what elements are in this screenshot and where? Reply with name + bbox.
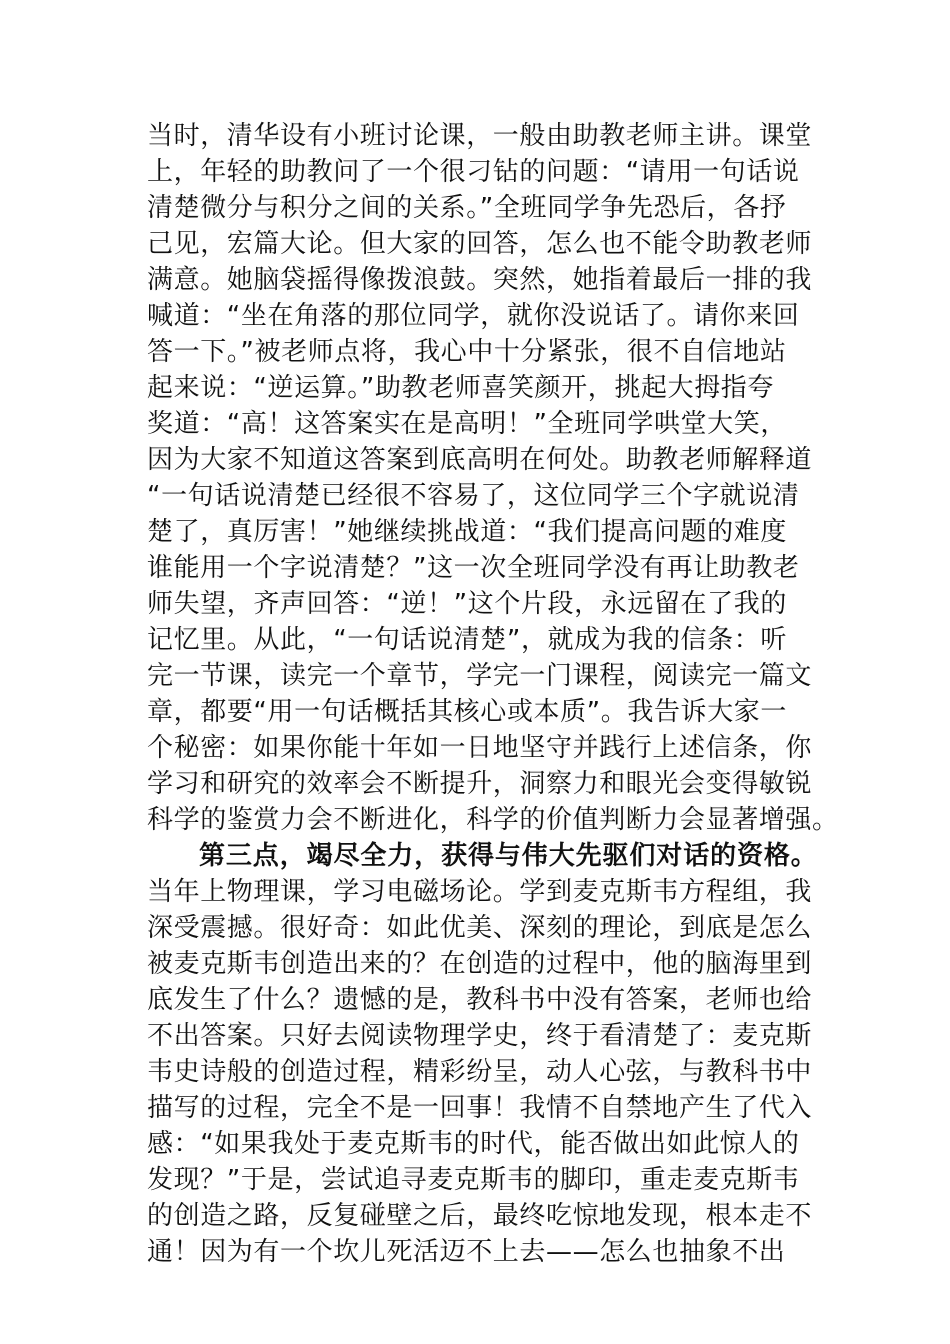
text-line: 己见，宏篇大论。但大家的回答，怎么也不能令助教老师 — [147, 229, 813, 259]
text-line: 当年上物理课，学习电磁场论。学到麦克斯韦方程组，我 — [147, 877, 813, 907]
text-line: 楚了，真厉害！”她继续挑战道：“我们提高问题的难度 — [147, 517, 787, 547]
text-line: 学习和研究的效率会不断提升，洞察力和眼光会变得敏锐 — [147, 769, 813, 799]
text-line: 答一下。”被老师点将，我心中十分紧张，很不自信地站 — [147, 337, 787, 367]
text-line: 不出答案。只好去阅读物理学史，终于看清楚了：麦克斯 — [147, 1021, 813, 1051]
text-line: 奖道：“高！这答案实在是高明！”全班同学哄堂大笑， — [147, 409, 787, 439]
text-line: 感：“如果我处于麦克斯韦的时代，能否做出如此惊人的 — [147, 1129, 800, 1159]
text-line: 被麦克斯韦创造出来的？在创造的过程中，他的脑海里到 — [147, 949, 813, 979]
text-line: 师失望，齐声回答：“逆！”这个片段，永远留在了我的 — [147, 589, 787, 619]
text-line: 满意。她脑袋摇得像拨浪鼓。突然，她指着最后一排的我 — [147, 265, 813, 295]
text-line: 章，都要“用一句话概括其核心或本质”。我告诉大家一 — [147, 697, 787, 727]
text-line: 谁能用一个字说清楚？”这一次全班同学没有再让助教老 — [147, 553, 800, 583]
text-line: 通！因为有一个坎儿死活迈不上去——怎么也抽象不出 — [147, 1237, 786, 1267]
text-line: 底发生了什么？遗憾的是，教科书中没有答案，老师也给 — [147, 985, 813, 1015]
text-line: 发现？”于是，尝试追寻麦克斯韦的脚印，重走麦克斯韦 — [147, 1165, 800, 1195]
text-line: 记忆里。从此，“一句话说清楚”，就成为我的信条：听 — [147, 625, 787, 655]
text-line: 喊道：“坐在角落的那位同学，就你没说话了。请你来回 — [147, 301, 800, 331]
body-text — [147, 118, 839, 1270]
text-line: 完一节课，读完一个章节，学完一门课程，阅读完一篇文 — [147, 661, 813, 691]
text-line: “一句话说清楚已经很不容易了，这位同学三个字就说清 — [147, 481, 800, 511]
text-line: 上，年轻的助教问了一个很刁钻的问题：“请用一句话说 — [147, 157, 800, 187]
text-line: 因为大家不知道这答案到底高明在何处。助教老师解释道 — [147, 445, 813, 475]
text-line: 的创造之路，反复碰壁之后，最终吃惊地发现，根本走不 — [147, 1201, 813, 1231]
section-heading: 第三点，竭尽全力，获得与伟大先驱们对话的资格。 — [199, 841, 818, 871]
text-line: 个秘密：如果你能十年如一日地坚守并践行上述信条，你 — [147, 733, 813, 763]
text-line: 当时，清华设有小班讨论课，一般由助教老师主讲。课堂 — [147, 121, 813, 151]
text-line: 起来说：“逆运算。”助教老师喜笑颜开，挑起大拇指夸 — [147, 373, 774, 403]
text-line: 科学的鉴赏力会不断进化，科学的价值判断力会显著增强。 — [147, 805, 839, 835]
text-line: 深受震撼。很好奇：如此优美、深刻的理论，到底是怎么 — [147, 913, 813, 943]
text-line: 清楚微分与积分之间的关系。”全班同学争先恐后，各抒 — [147, 193, 787, 223]
text-line: 描写的过程，完全不是一回事！我情不自禁地产生了代入 — [147, 1093, 813, 1123]
text-line: 韦史诗般的创造过程，精彩纷呈，动人心弦，与教科书中 — [147, 1057, 813, 1087]
